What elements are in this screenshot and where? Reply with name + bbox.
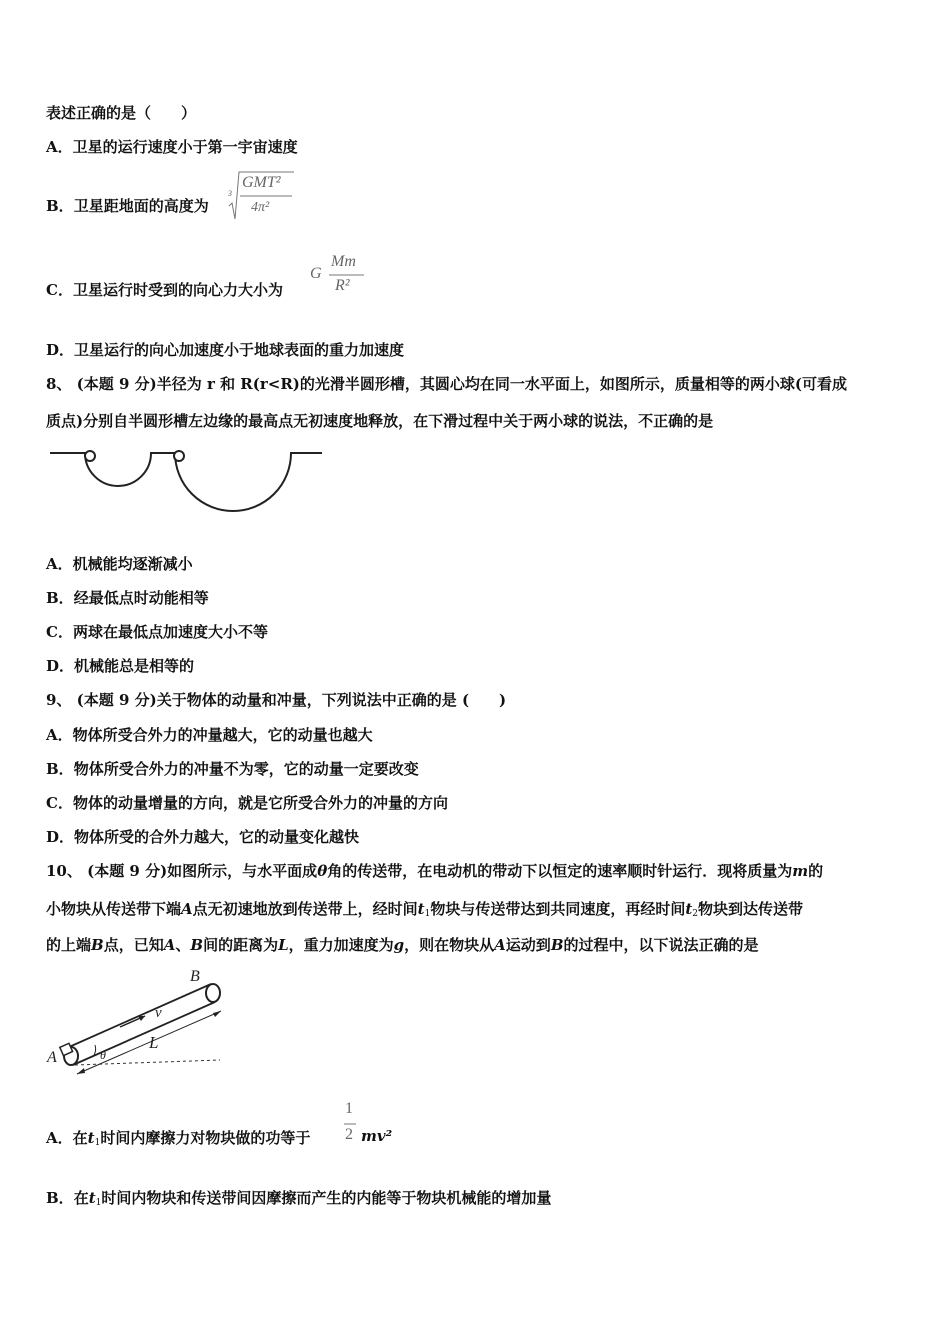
diagram-label-l: L: [149, 1033, 159, 1052]
subscript: 1: [424, 909, 431, 919]
upper-pulley: [206, 984, 220, 1002]
q7-option-a: [46, 136, 298, 157]
stem-text: ，重力加速度为: [288, 936, 394, 954]
q10-option-b: [46, 1187, 551, 1208]
q7-stem-tail: 表述正确的是（ ）: [46, 104, 197, 122]
stem-text: 角的传送带，在电动机的带动下以恒定的速率顺时针运行．现将质量为: [327, 862, 793, 880]
option-label: B．: [46, 760, 74, 778]
option-label: C．: [46, 794, 73, 812]
q8-option-d: [46, 655, 194, 676]
option-text: 卫星距地面的高度为: [73, 197, 209, 215]
time-symbol: t: [87, 1129, 95, 1147]
option-label: C．: [46, 623, 73, 641]
point-a-symbol: A: [494, 936, 506, 954]
q10-stem-line3: [46, 934, 759, 955]
fraction-denominator: 4π²: [251, 200, 270, 215]
stem-text: 10、 (本题 9 分)如图所示，与水平面成: [46, 862, 318, 880]
option-text: 机械能总是相等的: [74, 657, 195, 675]
option-text: 卫星运行时受到的向心力大小为: [72, 281, 283, 299]
option-text: 时间内摩擦力对物块做的功等于: [100, 1129, 311, 1147]
formula-gravity: [310, 252, 366, 302]
point-b-symbol: B: [190, 936, 204, 954]
subscript: 1: [95, 1198, 102, 1208]
q8-option-b: [46, 587, 209, 608]
stem-text: 的: [808, 862, 824, 880]
option-label: C．: [46, 281, 73, 299]
work-expression: mv²: [361, 1127, 393, 1145]
option-text: 卫星运行的向心加速度小于地球表面的重力加速度: [74, 341, 405, 359]
q10-stem-line2: [46, 898, 803, 919]
q9-option-b: [46, 758, 419, 779]
point-b-symbol: B: [550, 936, 564, 954]
coefficient: G: [310, 265, 322, 282]
fraction-half: [343, 1100, 357, 1150]
fraction-numerator: GMT²: [242, 174, 281, 191]
formula-cube-root: [226, 170, 296, 222]
q10-option-a: [46, 1127, 310, 1148]
option-label: D．: [46, 828, 75, 846]
option-text: 两球在最低点加速度大小不等: [72, 623, 268, 641]
diagram-label-a: A: [47, 1049, 57, 1066]
fraction-numerator: 1: [345, 1100, 353, 1117]
length-symbol: L: [278, 936, 289, 954]
small-ball: [174, 451, 184, 461]
q7-option-d: [46, 339, 404, 360]
q8-stem-line2: 质点)分别自半圆形槽左边缘的最高点无初速度地释放，在下滑过程中关于两小球的说法，不正确的是: [46, 412, 714, 430]
root-index: 3: [228, 189, 232, 198]
stem-text: 的过程中，以下说法正确的是: [563, 936, 759, 954]
fraction-denominator: 2: [345, 1126, 353, 1143]
stem-text: 点，已知: [103, 936, 164, 954]
option-label: B．: [46, 1189, 74, 1207]
subscript: 2: [692, 909, 699, 919]
option-label: D．: [46, 341, 75, 359]
option-label: B．: [46, 589, 74, 607]
option-text: 在: [73, 1189, 89, 1207]
option-label: A．: [46, 1129, 73, 1147]
point-a-symbol: A: [163, 936, 176, 954]
point-b-symbol: B: [91, 936, 104, 954]
stem-text: 点无初速地放到传送带上，经时间: [192, 900, 418, 918]
option-text: 物体所受合外力的冲量不为零，它的动量一定要改变: [73, 760, 419, 778]
stem-text: 的上端: [46, 936, 92, 954]
option-label: B．: [46, 197, 74, 215]
stem-text: 运动到: [505, 936, 551, 954]
option-label: A．: [46, 555, 73, 573]
option-text: 卫星的运行速度小于第一宇宙速度: [72, 138, 298, 156]
option-label: D．: [46, 657, 75, 675]
stem-text: 物块与传送带达到共同速度，再经时间: [430, 900, 686, 918]
q8-option-a: [46, 553, 193, 574]
q8-option-c: [46, 621, 268, 642]
q9-stem: 9、 (本题 9 分)关于物体的动量和冲量，下列说法中正确的是 ( ): [46, 691, 507, 709]
stem-text: ，则在物块从: [404, 936, 495, 954]
small-ball: [85, 451, 95, 461]
theta-symbol: θ: [317, 862, 328, 880]
option-text: 机械能均逐渐减小: [72, 555, 193, 573]
q10-stem-line1: [46, 860, 823, 881]
time-symbol: t: [417, 900, 425, 918]
option-text: 物体所受的合外力越大，它的动量变化越快: [74, 828, 360, 846]
diagram-label-v: v: [155, 1005, 162, 1021]
stem-text: 物块到达传送带: [698, 900, 804, 918]
stem-text: 、: [175, 936, 191, 954]
q8-stem-line1: 8、 (本题 9 分)半径为 r 和 R(r<R)的光滑半圆形槽，其圆心均在同一水平面上，如图所示，质量相等的两小球(可看成: [46, 375, 848, 393]
stem-text: 间的距离为: [203, 936, 279, 954]
option-text: 物体的动量增量的方向，就是它所受合外力的冲量的方向: [72, 794, 448, 812]
stem-text: 小物块从传送带下端: [46, 900, 182, 918]
option-text: 在: [72, 1129, 88, 1147]
option-label: A．: [46, 138, 73, 156]
diagram-label-theta: θ: [100, 1048, 106, 1062]
option-text: 时间内物块和传送带间因摩擦而产生的内能等于物块机械能的增加量: [101, 1189, 552, 1207]
q9-option-c: [46, 792, 448, 813]
conveyor-belt-diagram: [45, 965, 235, 1085]
diagram-label-b: B: [190, 968, 200, 985]
semicircle-grooves-diagram: [48, 440, 338, 520]
option-text: 经最低点时动能相等: [73, 589, 209, 607]
option-text: 物体所受合外力的冲量越大，它的动量也越大: [72, 726, 373, 744]
time-symbol: t: [88, 1189, 96, 1207]
gravity-symbol: g: [393, 936, 405, 954]
subscript: 1: [94, 1138, 101, 1148]
mass-symbol: m: [792, 862, 809, 880]
time-symbol: t: [685, 900, 693, 918]
q9-option-d: [46, 826, 359, 847]
q9-option-a: [46, 724, 373, 745]
q7-option-c: [46, 279, 283, 300]
q7-option-b: [46, 195, 209, 216]
option-label: A．: [46, 726, 73, 744]
fraction-denominator: R²: [335, 277, 350, 294]
point-a-symbol: A: [181, 900, 193, 918]
fraction-numerator: Mm: [331, 253, 356, 270]
